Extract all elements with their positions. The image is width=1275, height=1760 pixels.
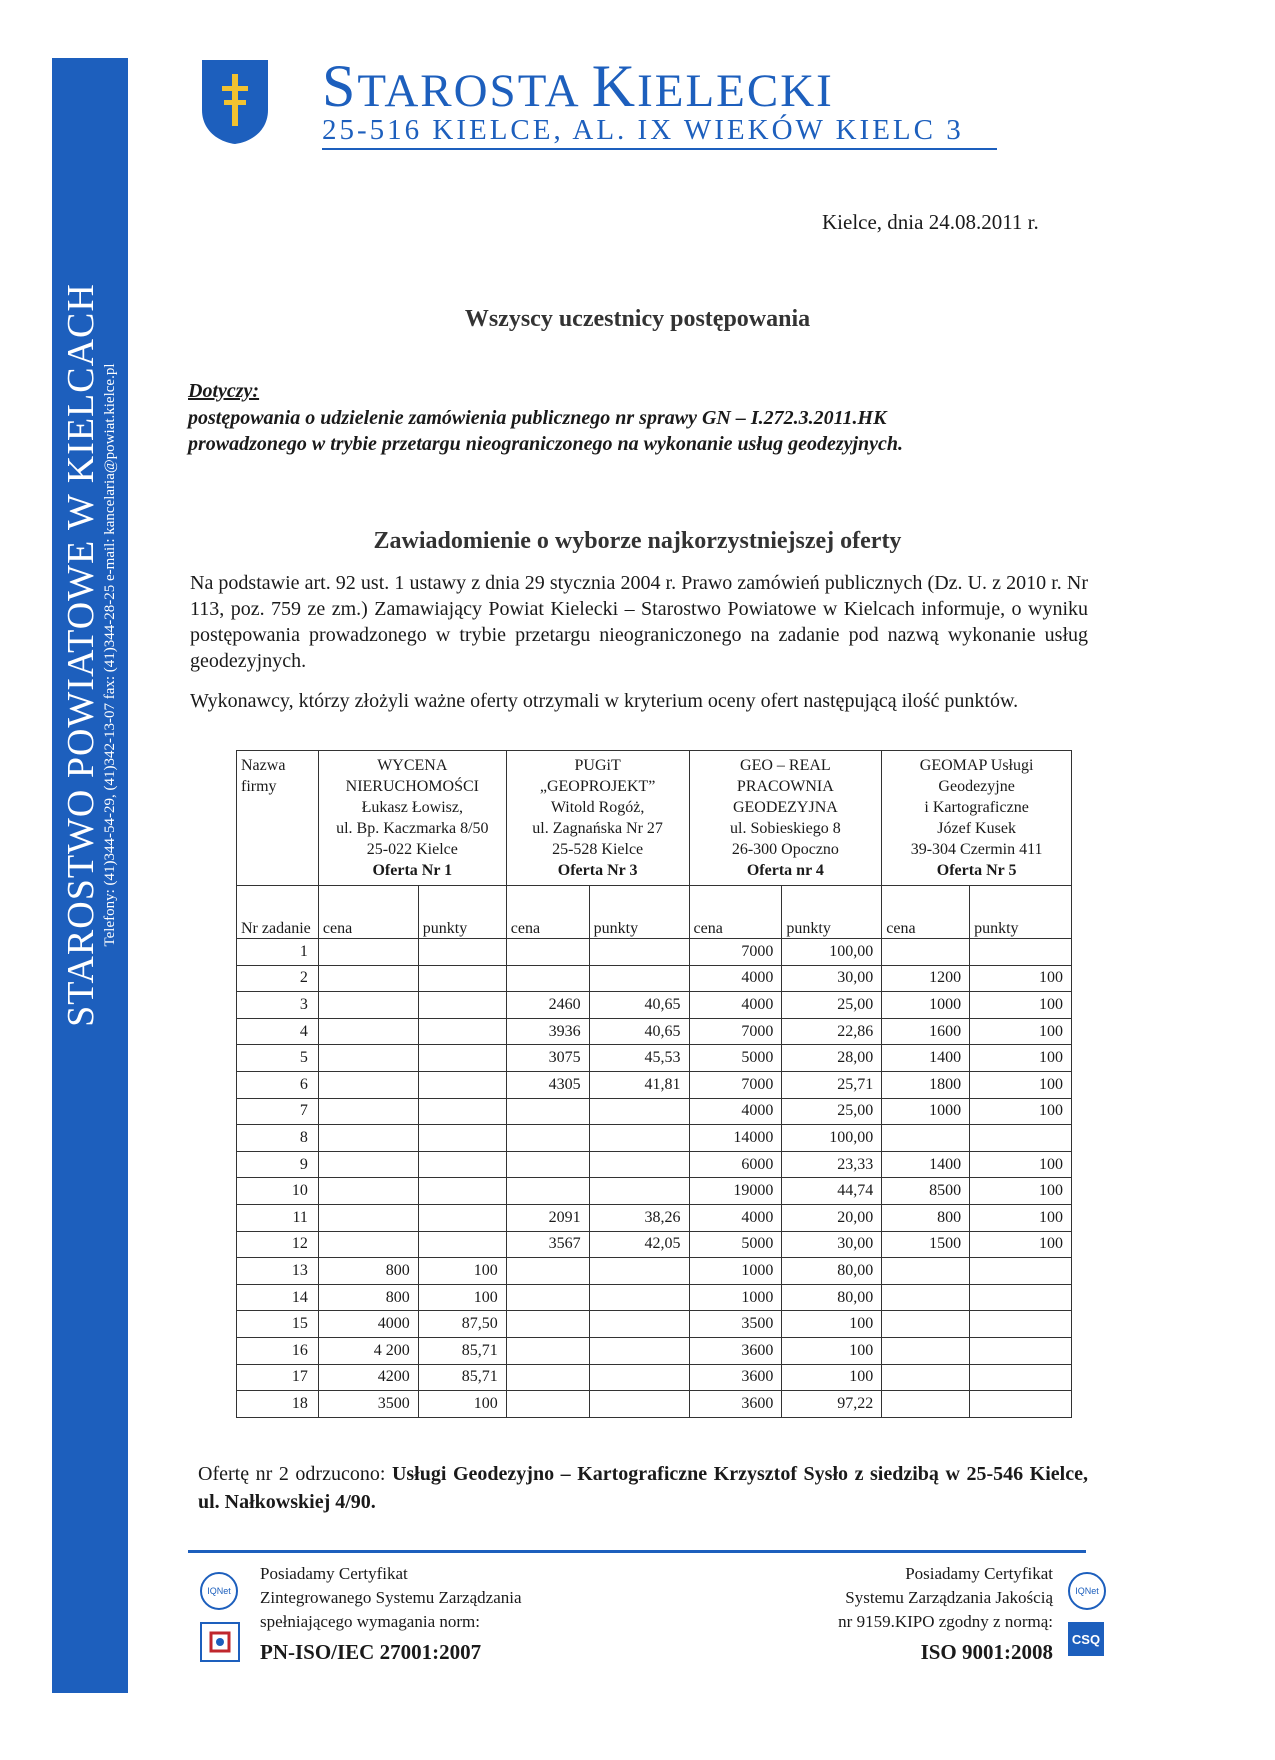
table-row — [237, 939, 1072, 966]
price-cell: 5000 — [689, 1045, 782, 1072]
task-number: 17 — [237, 1364, 319, 1391]
price-cell — [882, 1364, 970, 1391]
price-cell — [318, 1098, 418, 1125]
price-cell: 1600 — [882, 1018, 970, 1045]
price-cell: 14000 — [689, 1125, 782, 1152]
table-row — [237, 1178, 1072, 1205]
points-cell — [418, 939, 506, 966]
points-cell: 42,05 — [589, 1231, 689, 1258]
price-cell: 1400 — [882, 1045, 970, 1072]
firm-name-header: Nazwa firmy — [237, 751, 319, 886]
col-points: punkty — [970, 886, 1072, 939]
pcbc-certificate-icon — [200, 1622, 240, 1662]
csq-badge-icon: CSQ — [1068, 1622, 1104, 1656]
price-cell — [882, 1125, 970, 1152]
price-cell: 800 — [318, 1284, 418, 1311]
points-cell: 45,53 — [589, 1045, 689, 1072]
table-row — [237, 1231, 1072, 1258]
task-number: 18 — [237, 1391, 319, 1418]
subject-text: postępowania o udzielenie zamówienia publicznego nr sprawy GN – I.272.3.2011.HK prowadzonego w trybie przetargu nieograniczonego na wykonanie usług geodezyjnych. — [188, 407, 904, 455]
col-price: cena — [689, 886, 782, 939]
table-row — [237, 965, 1072, 992]
col-points: punkty — [589, 886, 689, 939]
points-cell: 100 — [970, 1071, 1072, 1098]
certificate-left: Posiadamy Certyfikat Zintegrowanego Systemu Zarządzania spełniającego wymagania norm: PN-ISO/IEC 27001:2007 — [260, 1564, 522, 1664]
table-row — [237, 1071, 1072, 1098]
task-number: 9 — [237, 1151, 319, 1178]
task-number: 16 — [237, 1337, 319, 1364]
table-row — [237, 1311, 1072, 1338]
task-number: 6 — [237, 1071, 319, 1098]
points-cell — [589, 1337, 689, 1364]
points-cell: 97,22 — [782, 1391, 882, 1418]
points-cell: 44,74 — [782, 1178, 882, 1205]
points-cell: 100 — [418, 1284, 506, 1311]
price-cell — [882, 939, 970, 966]
points-cell — [418, 1231, 506, 1258]
points-cell: 100,00 — [782, 1125, 882, 1152]
points-cell: 40,65 — [589, 1018, 689, 1045]
price-cell — [318, 1018, 418, 1045]
points-cell: 100 — [782, 1311, 882, 1338]
price-cell — [318, 1071, 418, 1098]
table-row — [237, 1284, 1072, 1311]
table-row — [237, 1018, 1072, 1045]
table-row — [237, 992, 1072, 1019]
points-cell — [589, 1178, 689, 1205]
points-cell: 38,26 — [589, 1204, 689, 1231]
points-cell — [589, 1125, 689, 1152]
firm-3: PUGiT „GEOPROJEKT” Witold Rogóż, ul. Zagnańska Nr 27 25-528 Kielce Oferta Nr 3 — [506, 751, 689, 886]
price-cell: 8500 — [882, 1178, 970, 1205]
office-address: 25-516 KIELCE, AL. IX WIEKÓW KIELC 3 — [322, 114, 964, 146]
subject-label: Dotyczy: — [188, 380, 260, 402]
price-cell: 1800 — [882, 1071, 970, 1098]
task-number: 14 — [237, 1284, 319, 1311]
task-number: 7 — [237, 1098, 319, 1125]
norm-iso-27001: PN-ISO/IEC 27001:2007 — [260, 1640, 482, 1664]
price-cell — [506, 965, 589, 992]
points-cell — [970, 1284, 1072, 1311]
price-cell: 800 — [882, 1204, 970, 1231]
price-cell: 1000 — [689, 1284, 782, 1311]
price-cell — [318, 1125, 418, 1152]
points-cell — [418, 1204, 506, 1231]
points-cell: 100 — [970, 1178, 1072, 1205]
results-table — [236, 750, 1072, 1418]
points-cell: 100 — [418, 1391, 506, 1418]
price-cell: 4000 — [689, 992, 782, 1019]
table-column-row — [237, 886, 1072, 939]
price-cell: 800 — [318, 1258, 418, 1285]
points-cell — [589, 1258, 689, 1285]
price-cell — [506, 1258, 589, 1285]
intro-paragraph: Na podstawie art. 92 ust. 1 ustawy z dnia 29 stycznia 2004 r. Prawo zamówień publicznych (Dz. U. z 2010 r. Nr 113, poz. 759 ze zm.) Zamawiający Powiat Kielecki – Starostwo Powiatowe w Kielcach informuje, o wyniku postępowania prowadzonego w trybie przetargu nieograniczonego na zadanie pod nazwą wykonanie usług geodezyjnych. — [190, 572, 1088, 672]
table-firm-row — [237, 751, 1072, 886]
points-cell — [589, 1391, 689, 1418]
points-cell: 100 — [418, 1258, 506, 1285]
price-cell: 3075 — [506, 1045, 589, 1072]
points-cell — [589, 1098, 689, 1125]
points-cell — [970, 1258, 1072, 1285]
table-row — [237, 1258, 1072, 1285]
table-row — [237, 1337, 1072, 1364]
price-cell — [506, 1391, 589, 1418]
price-cell — [882, 1337, 970, 1364]
points-cell: 100 — [970, 1204, 1072, 1231]
price-cell: 4000 — [689, 1204, 782, 1231]
price-cell — [318, 1231, 418, 1258]
col-price: cena — [318, 886, 418, 939]
points-cell: 100 — [782, 1364, 882, 1391]
points-cell — [970, 1364, 1072, 1391]
table-row — [237, 1125, 1072, 1152]
price-cell — [318, 1151, 418, 1178]
price-cell: 6000 — [689, 1151, 782, 1178]
price-cell: 4000 — [318, 1311, 418, 1338]
points-cell: 100 — [970, 1045, 1072, 1072]
points-cell: 22,86 — [782, 1018, 882, 1045]
price-cell — [882, 1311, 970, 1338]
points-cell: 100 — [970, 1151, 1072, 1178]
price-cell — [318, 1204, 418, 1231]
price-cell: 3600 — [689, 1337, 782, 1364]
points-cell — [589, 1311, 689, 1338]
firm-1: WYCENA NIERUCHOMOŚCI Łukasz Łowisz, ul. Bp. Kaczmarka 8/50 25-022 Kielce Oferta Nr 1 — [318, 751, 506, 886]
col-price: cena — [506, 886, 589, 939]
price-cell — [506, 1337, 589, 1364]
table-row — [237, 1391, 1072, 1418]
price-cell: 7000 — [689, 1018, 782, 1045]
norm-iso-9001: ISO 9001:2008 — [920, 1640, 1053, 1664]
points-cell — [970, 1311, 1072, 1338]
points-cell — [418, 1178, 506, 1205]
iqnet-badge-icon: IQNet — [1068, 1572, 1106, 1610]
table-body — [237, 939, 1072, 1418]
addressee: Wszyscy uczestnicy postępowania — [464, 306, 811, 332]
price-cell: 3500 — [689, 1311, 782, 1338]
firm-4: GEO – REAL PRACOWNIA GEODEZYJNA ul. Sobieskiego 8 26-300 Opoczno Oferta nr 4 — [689, 751, 882, 886]
points-cell: 23,33 — [782, 1151, 882, 1178]
points-cell — [418, 1125, 506, 1152]
points-cell — [418, 1071, 506, 1098]
price-cell: 3600 — [689, 1391, 782, 1418]
price-cell: 5000 — [689, 1231, 782, 1258]
points-cell: 30,00 — [782, 1231, 882, 1258]
points-cell: 20,00 — [782, 1204, 882, 1231]
points-cell: 87,50 — [418, 1311, 506, 1338]
sidebar-title: STAROSTWO POWIATOWE W KIELCACH — [60, 283, 102, 1027]
price-cell: 4000 — [689, 965, 782, 992]
price-cell: 1000 — [882, 992, 970, 1019]
price-cell: 1200 — [882, 965, 970, 992]
price-cell — [318, 939, 418, 966]
price-cell: 2091 — [506, 1204, 589, 1231]
task-number: 12 — [237, 1231, 319, 1258]
points-cell: 25,71 — [782, 1071, 882, 1098]
col-points: punkty — [418, 886, 506, 939]
points-cell — [589, 965, 689, 992]
points-cell — [418, 1045, 506, 1072]
price-cell — [506, 1364, 589, 1391]
price-cell: 4000 — [689, 1098, 782, 1125]
points-cell — [589, 1364, 689, 1391]
points-cell: 100 — [970, 1231, 1072, 1258]
price-cell: 1500 — [882, 1231, 970, 1258]
table-row — [237, 1098, 1072, 1125]
points-cell — [970, 1391, 1072, 1418]
task-number: 1 — [237, 939, 319, 966]
points-cell: 80,00 — [782, 1284, 882, 1311]
rejected-offer-note: Ofertę nr 2 odrzucono: Usługi Geodezyjno – Kartograficzne Krzysztof Sysło z siedzibą w 25-546 Kielce, ul. Nałkowskiej 4/90. — [198, 1463, 1088, 1513]
price-cell: 3600 — [689, 1364, 782, 1391]
points-cell: 80,00 — [782, 1258, 882, 1285]
task-number: 11 — [237, 1204, 319, 1231]
points-cell: 100 — [970, 992, 1072, 1019]
price-cell — [882, 1284, 970, 1311]
task-number: 3 — [237, 992, 319, 1019]
points-cell — [970, 939, 1072, 966]
task-number: 2 — [237, 965, 319, 992]
table-row — [237, 1364, 1072, 1391]
points-cell — [418, 1018, 506, 1045]
price-cell — [318, 1178, 418, 1205]
points-cell: 85,71 — [418, 1364, 506, 1391]
points-cell: 28,00 — [782, 1045, 882, 1072]
price-cell — [506, 1178, 589, 1205]
points-cell — [418, 992, 506, 1019]
points-cell: 100,00 — [782, 939, 882, 966]
letter-date: Kielce, dnia 24.08.2011 r. — [822, 210, 1039, 234]
price-cell — [506, 939, 589, 966]
points-cell — [418, 1098, 506, 1125]
task-number: 4 — [237, 1018, 319, 1045]
points-cell: 41,81 — [589, 1071, 689, 1098]
price-cell: 7000 — [689, 939, 782, 966]
price-cell — [318, 992, 418, 1019]
certificate-right: Posiadamy Certyfikat Systemu Zarządzania Jakością nr 9159.KIPO zgodny z normą: ISO 9001:2008 — [838, 1564, 1053, 1664]
points-cell — [970, 1125, 1072, 1152]
price-cell: 2460 — [506, 992, 589, 1019]
task-number: 13 — [237, 1258, 319, 1285]
price-cell: 3936 — [506, 1018, 589, 1045]
points-cell: 100 — [970, 965, 1072, 992]
price-cell — [318, 1045, 418, 1072]
price-cell — [882, 1391, 970, 1418]
table-row — [237, 1151, 1072, 1178]
sidebar-text — [52, 55, 128, 1255]
price-cell — [882, 1258, 970, 1285]
points-cell — [589, 1284, 689, 1311]
footer-divider — [188, 1550, 1086, 1553]
price-cell: 1400 — [882, 1151, 970, 1178]
points-paragraph: Wykonawcy, którzy złożyli ważne oferty otrzymali w kryterium oceny ofert następującą ilość punktów. — [190, 690, 1019, 712]
points-cell: 100 — [970, 1018, 1072, 1045]
notice-title: Zawiadomienie o wyborze najkorzystniejszej oferty — [373, 528, 902, 554]
points-cell — [418, 965, 506, 992]
points-cell — [970, 1337, 1072, 1364]
points-cell: 85,71 — [418, 1337, 506, 1364]
price-cell: 4 200 — [318, 1337, 418, 1364]
task-number: 5 — [237, 1045, 319, 1072]
points-cell: 25,00 — [782, 1098, 882, 1125]
table-row — [237, 1204, 1072, 1231]
price-cell: 7000 — [689, 1071, 782, 1098]
price-cell: 19000 — [689, 1178, 782, 1205]
price-cell: 3500 — [318, 1391, 418, 1418]
price-cell — [318, 965, 418, 992]
points-cell — [589, 1151, 689, 1178]
points-cell: 100 — [970, 1098, 1072, 1125]
col-points: punkty — [782, 886, 882, 939]
price-cell: 3567 — [506, 1231, 589, 1258]
office-title: STAROSTA KIELECKI — [322, 53, 834, 119]
coat-of-arms-icon — [200, 58, 270, 146]
points-cell: 40,65 — [589, 992, 689, 1019]
firm-5: GEOMAP Usługi Geodezyjne i Kartograficzne Józef Kusek 39-304 Czermin 411 Oferta Nr 5 — [882, 751, 1072, 886]
table-row — [237, 1045, 1072, 1072]
price-cell — [506, 1284, 589, 1311]
task-number: 8 — [237, 1125, 319, 1152]
price-cell: 1000 — [882, 1098, 970, 1125]
price-cell — [506, 1311, 589, 1338]
points-cell — [418, 1151, 506, 1178]
points-cell: 30,00 — [782, 965, 882, 992]
task-number-header: Nr zadanie — [237, 886, 319, 939]
points-cell: 100 — [782, 1337, 882, 1364]
points-cell: 25,00 — [782, 992, 882, 1019]
header-divider — [322, 148, 997, 150]
points-cell — [589, 939, 689, 966]
price-cell — [506, 1151, 589, 1178]
task-number: 10 — [237, 1178, 319, 1205]
price-cell — [506, 1098, 589, 1125]
task-number: 15 — [237, 1311, 319, 1338]
sidebar-contact: Telefony: (41)344-54-29, (41)342-13-07 fax: (41)344-28-25 e-mail: kancelaria@powiat.kielce.pl — [102, 363, 118, 947]
price-cell: 4305 — [506, 1071, 589, 1098]
price-cell — [506, 1125, 589, 1152]
price-cell: 1000 — [689, 1258, 782, 1285]
col-price: cena — [882, 886, 970, 939]
price-cell: 4200 — [318, 1364, 418, 1391]
iqnet-badge-icon: IQNet — [200, 1572, 238, 1610]
